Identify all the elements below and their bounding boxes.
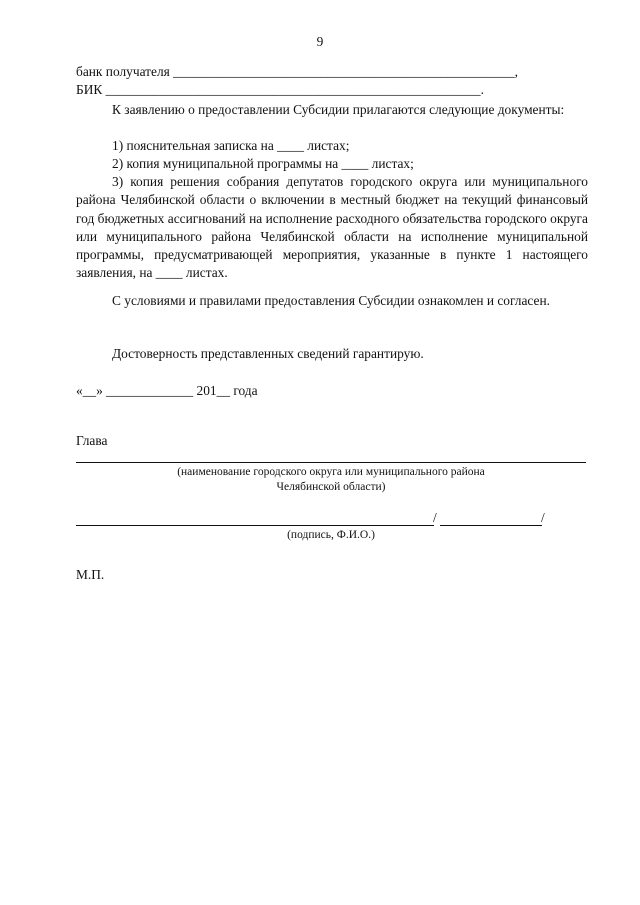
bik-row xyxy=(76,82,588,98)
signature-separator-2: / xyxy=(541,510,545,525)
agreement-paragraph: С условиями и правилами предоставления Субсидии ознакомлен и согласен. xyxy=(112,293,550,308)
head-caption-line-2: Челябинской области) xyxy=(276,481,386,493)
head-name-line xyxy=(76,462,586,463)
bik-label: БИК xyxy=(76,82,103,97)
attachment-item-1: 1) пояснительная записка на ____ листах; xyxy=(112,138,350,153)
name-line xyxy=(440,525,542,526)
attachment-item-3: 3) копия решения собрания депутатов городского округа или муниципального района Челябинской области о включении в местный бюджет на текущий финансовый год бюджетных ассигнований на исполнение расходного обязательства городского округа или муниципального района Челябинской области на исполнение муниципальной программы, предусматривающей мероприятия, указанные в пункте 1 настоящего заявления, на ____ листах. xyxy=(76,174,588,281)
attachments-intro: К заявлению о предоставлении Субсидии прилагаются следующие документы: xyxy=(112,102,565,117)
signature-caption: (подпись, Ф.И.О.) xyxy=(287,529,375,541)
bank-line: ___________________________________________________ xyxy=(173,64,515,79)
attachment-item-2: 2) копия муниципальной программы на ____ листах; xyxy=(112,156,414,171)
bank-line-end: , xyxy=(514,64,518,79)
bik-line-end: . xyxy=(480,82,484,97)
date-line: «__» _____________ 201__ года xyxy=(76,383,258,398)
guarantee-statement: Достоверность представленных сведений гарантирую. xyxy=(112,346,424,361)
head-caption-line-1: (наименование городского округа или муниципального района xyxy=(177,466,485,478)
stamp-place: М.П. xyxy=(76,567,105,582)
page-number: 9 xyxy=(316,34,324,49)
signature-separator-1: / xyxy=(433,510,437,525)
signature-line xyxy=(76,525,434,526)
bik-line: ________________________________________________________ xyxy=(105,82,481,97)
bank-label: банк получателя xyxy=(76,64,170,79)
bank-row xyxy=(76,64,588,80)
head-label: Глава xyxy=(76,433,108,448)
